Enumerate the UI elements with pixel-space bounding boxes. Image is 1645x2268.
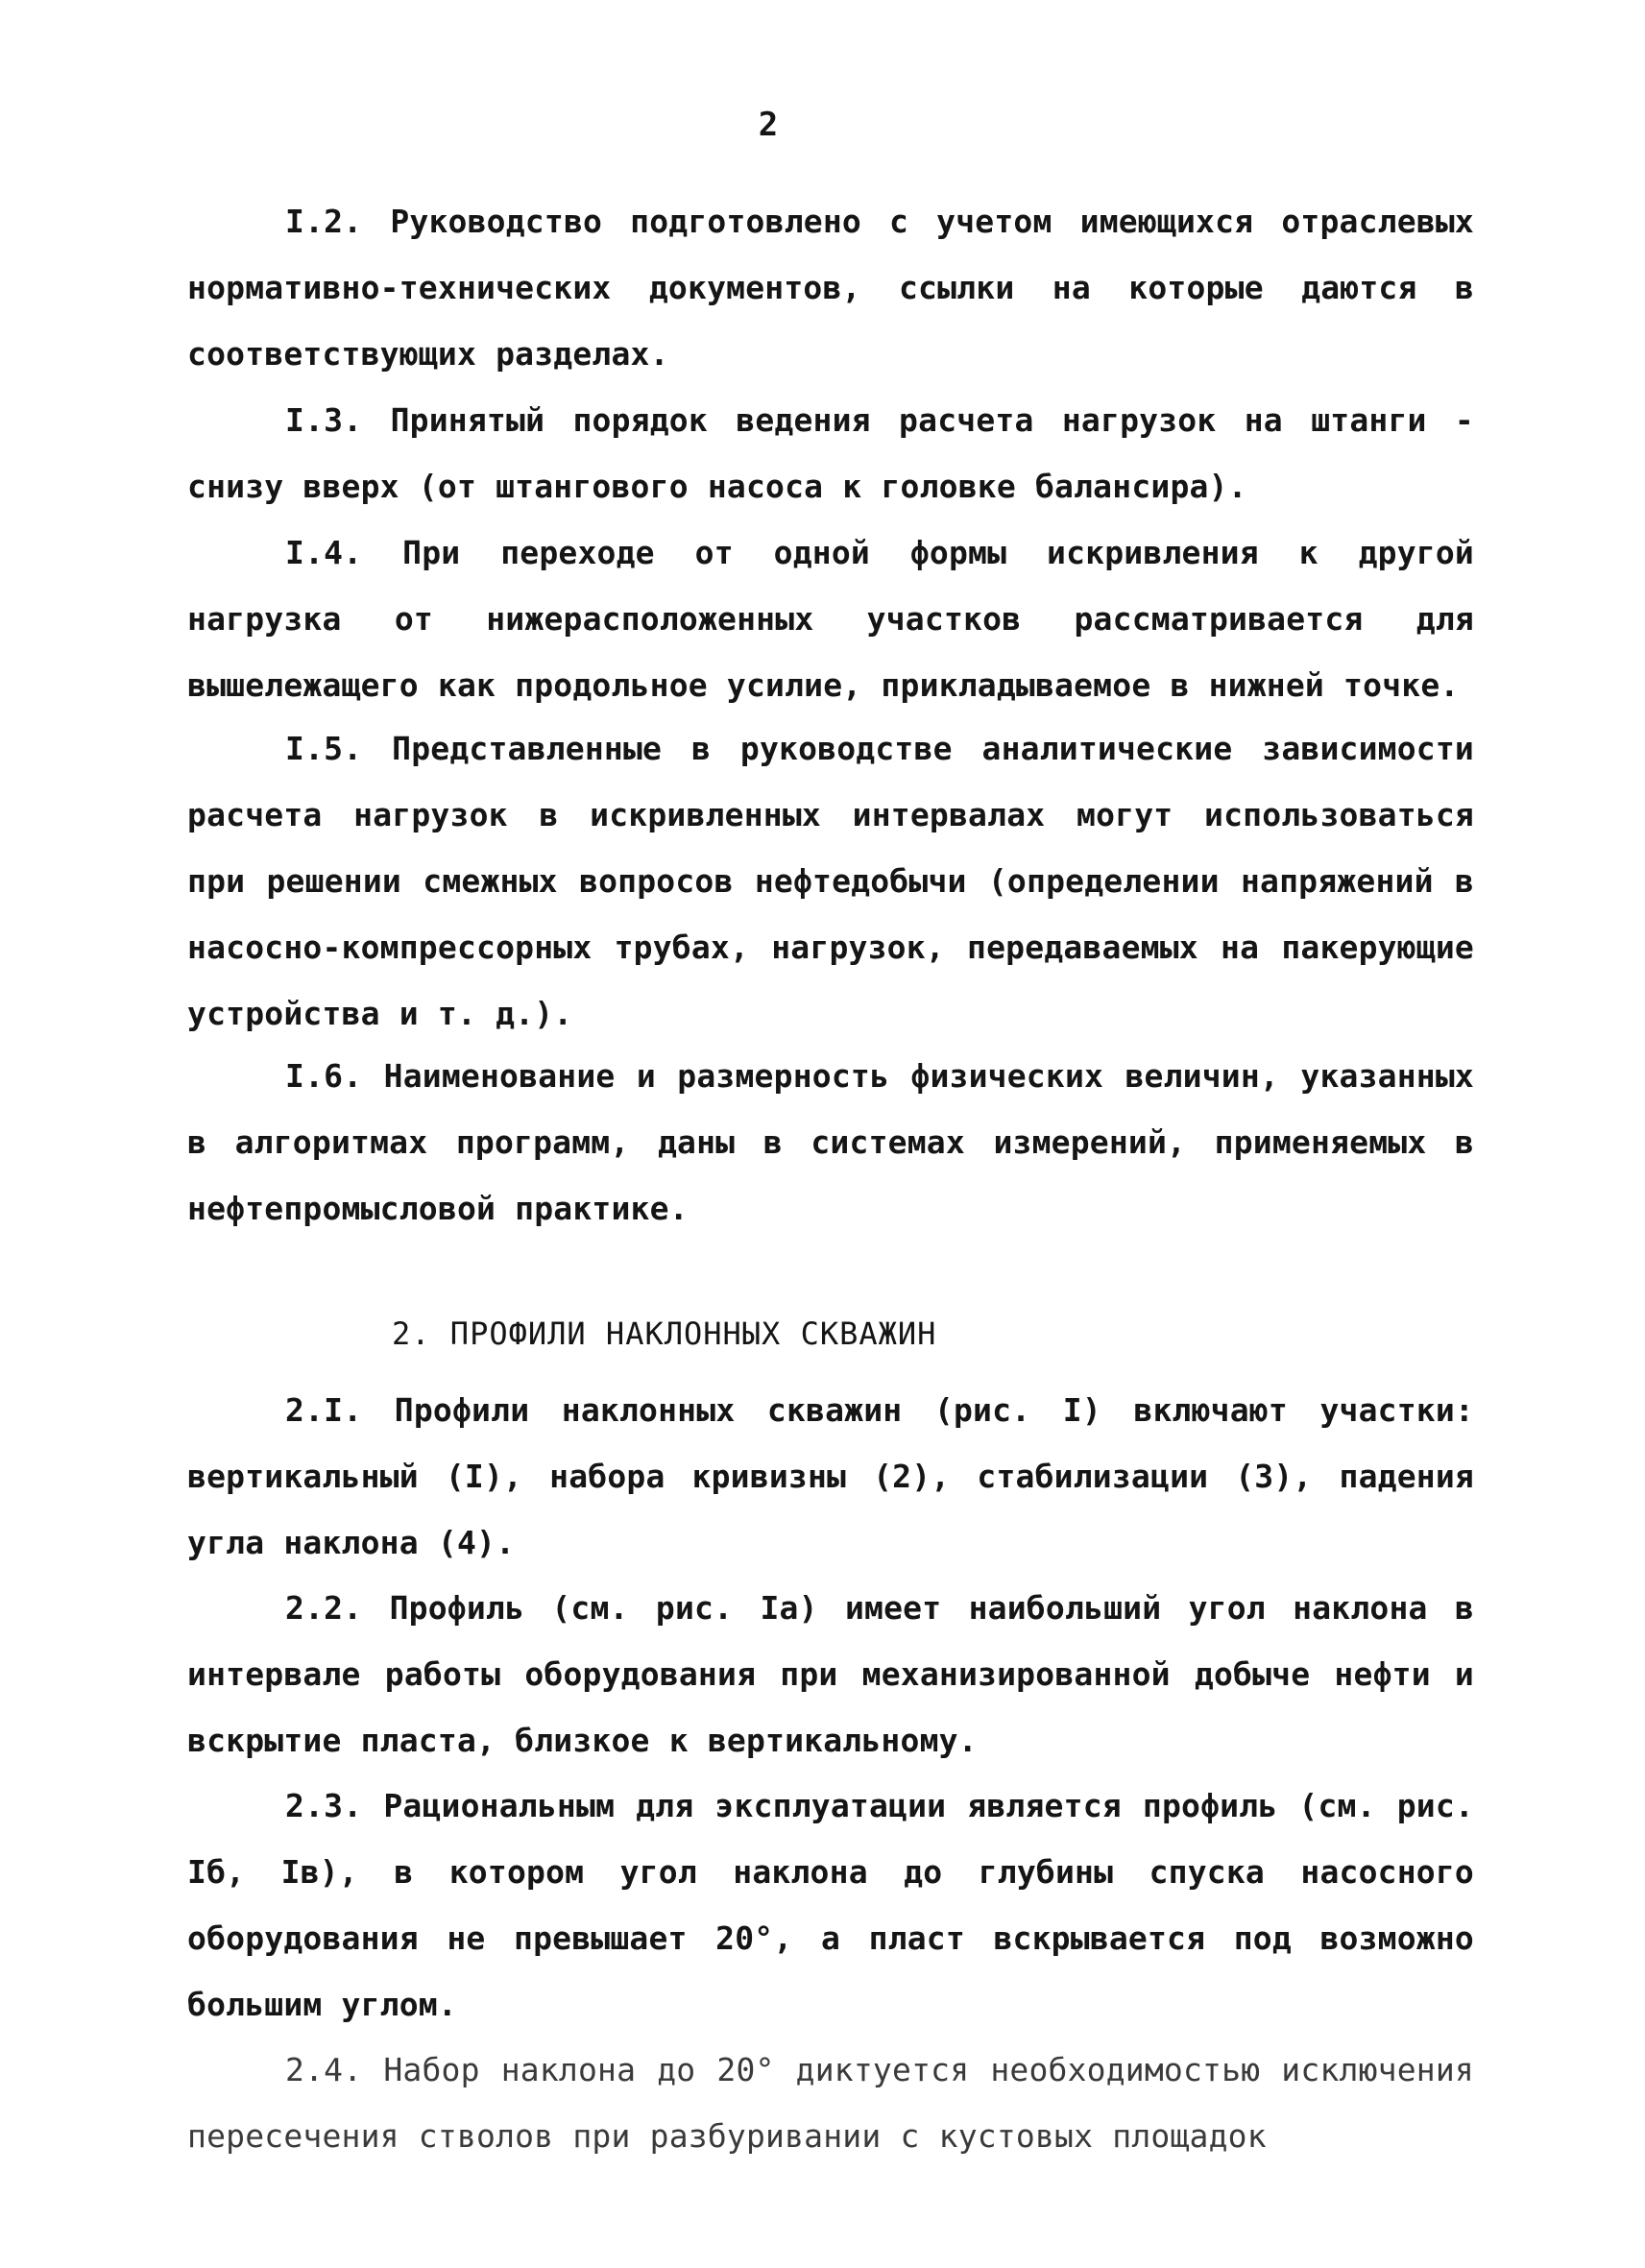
paragraph-1-2: I.2. Руководство подготовлено с учетом имеющихся отраслевых нормативно-технических документов, ссылки на которые даются в соответствующих разделах. [187, 203, 1474, 373]
section-2-heading: 2. ПРОФИЛИ НАКЛОННЫХ СКВАЖИН [392, 1315, 937, 1352]
paragraph-1-3: I.3. Принятый порядок ведения расчета нагрузок на штанги - снизу вверх (от штангового насоса к головке балансира). [187, 401, 1474, 505]
paragraph-1-5: I.5. Представленные в руководстве аналитические зависимости расчета нагрузок в искривленных интервалах могут использоваться при решении смежных вопросов нефтедобычи (определении напряжений в насосно-компрессорных трубах, нагрузок, передаваемых на пакерующие устройства и т. д.). [187, 730, 1474, 1032]
paragraph-2-2: 2.2. Профиль (см. рис. Iа) имеет наибольший угол наклона в интервале работы оборудования при механизированной добыче нефти и вскрытие пласта, близкое к вертикальному. [187, 1589, 1474, 1759]
paragraph-1-6: I.6. Наименование и размерность физических величин, указанных в алгоритмах программ, даны в системах измерений, применяемых в нефтепромысловой практике. [187, 1057, 1474, 1227]
paragraph-2-1: 2.I. Профили наклонных скважин (рис. I) включают участки: вертикальный (I), набора кривизны (2), стабилизации (3), падения угла наклона (4). [187, 1391, 1474, 1561]
paragraph-2-3: 2.3. Рациональным для эксплуатации является профиль (см. рис. Iб, Iв), в котором угол наклона до глубины спуска насосного оборудования не превышает 20°, а пласт вскрывается под возможно большим углом. [187, 1787, 1474, 2023]
paragraph-1-4: I.4. При переходе от одной формы искривления к другой нагрузка от нижерасположенных участков рассматривается для вышележащего как продольное усилие, прикладываемое в нижней точке. [187, 534, 1474, 704]
paragraph-2-4: 2.4. Набор наклона до 20° диктуется необходимостью исключения пересечения стволов при разбуривании с кустовых площадок [187, 2051, 1474, 2155]
page-number: 2 [758, 106, 779, 144]
